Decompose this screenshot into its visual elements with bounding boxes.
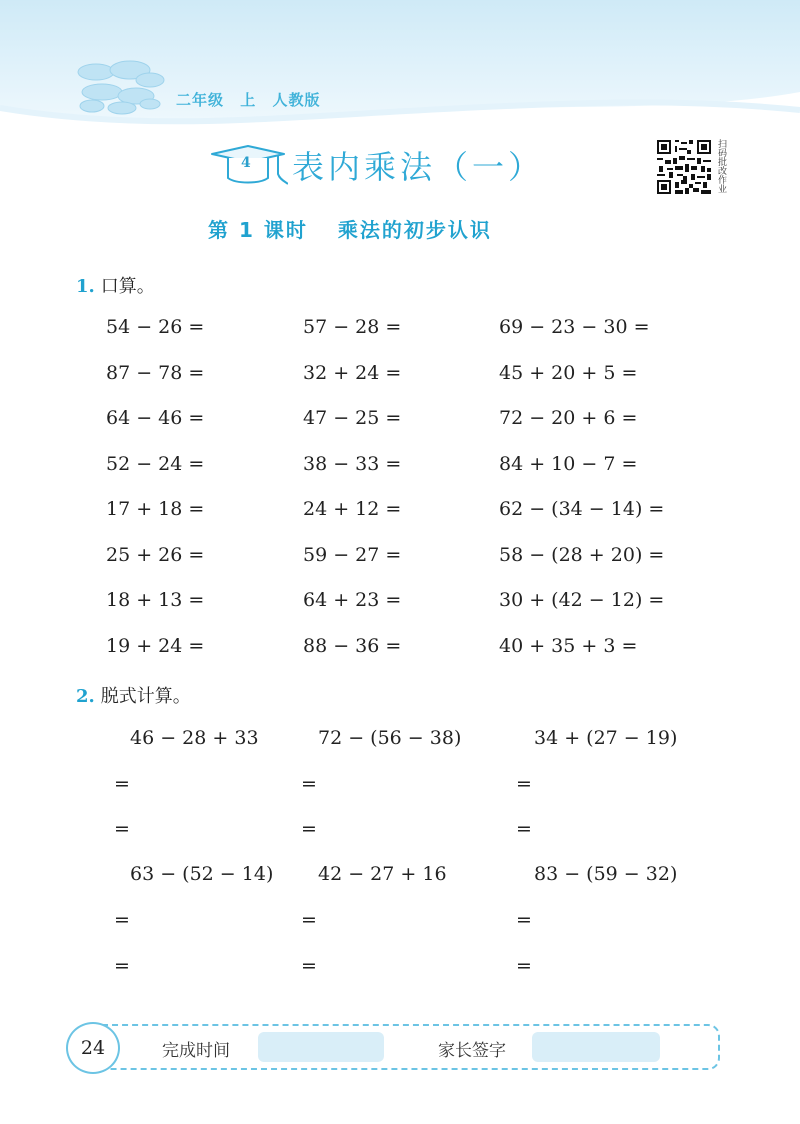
qr-caption: 扫码批改作业 [716,139,726,193]
oral-calc-item: 45 + 20 + 5 = [499,362,638,384]
equals-sign: = [301,818,317,840]
stepwise-problem: 72 − (56 − 38) [318,727,462,749]
parent-signature-field[interactable] [532,1032,660,1062]
equals-sign: = [114,909,130,931]
header-band [0,0,800,128]
edition-label: 人教版 [272,91,321,109]
oral-calc-item: 88 − 36 = [303,635,402,657]
oral-calc-item: 25 + 26 = [106,544,205,566]
stepwise-problem: 46 − 28 + 33 [130,727,259,749]
grade-label: 二年级 [176,91,225,109]
qr-code-icon[interactable] [657,140,711,194]
page-number: 24 [66,1022,120,1074]
header-info [176,89,331,110]
chapter-number: 4 [241,155,251,171]
equals-sign: = [114,955,130,977]
completion-time-field[interactable] [258,1032,384,1062]
oral-calc-item: 47 − 25 = [303,407,402,429]
oral-calc-item: 38 − 33 = [303,453,402,475]
oral-calc-item: 54 − 26 = [106,316,205,338]
lesson-heading [208,214,608,243]
stepwise-problem: 83 − (59 − 32) [534,863,678,885]
oral-calc-item: 72 − 20 + 6 = [499,407,638,429]
section-1-title [76,272,155,298]
footer-bar [66,1022,720,1074]
oral-calc-item: 19 + 24 = [106,635,205,657]
section-2-title [76,682,191,708]
oral-calc-item: 62 − (34 − 14) = [499,498,665,520]
equals-sign: = [301,955,317,977]
oral-calc-item: 57 − 28 = [303,316,402,338]
equals-sign: = [516,909,532,931]
oral-calc-item: 18 + 13 = [106,589,205,611]
oral-calc-item: 64 − 46 = [106,407,205,429]
equals-sign: = [114,818,130,840]
section-1-number: 1. [76,276,95,297]
oral-calc-item: 24 + 12 = [303,498,402,520]
stepwise-problem: 42 − 27 + 16 [318,863,447,885]
section-2-number: 2. [76,686,95,707]
equals-sign: = [516,773,532,795]
oral-calc-item: 59 − 27 = [303,544,402,566]
chapter-heading [208,140,588,190]
oral-calc-item: 64 + 23 = [303,589,402,611]
equals-sign: = [301,909,317,931]
section-2-label: 脱式计算。 [100,686,191,707]
completion-time-label: 完成时间 [162,1041,230,1061]
equals-sign: = [301,773,317,795]
equals-sign: = [516,955,532,977]
oral-calc-item: 30 + (42 − 12) = [499,589,665,611]
oral-calc-item: 69 − 23 − 30 = [499,316,650,338]
oral-calc-item: 52 − 24 = [106,453,205,475]
header-wave-decoration [0,0,800,128]
stepwise-problem: 34 + (27 − 19) [534,727,678,749]
oral-calc-item: 84 + 10 − 7 = [499,453,638,475]
equals-sign: = [114,773,130,795]
term-label: 上 [240,91,257,109]
lesson-title: 乘法的初步认识 [337,218,492,242]
lesson-period: 第 1 课时 [208,218,308,242]
oral-calc-item: 17 + 18 = [106,498,205,520]
section-1-label: 口算。 [100,276,155,297]
oral-calc-item: 87 − 78 = [106,362,205,384]
oral-calc-item: 58 − (28 + 20) = [499,544,665,566]
equals-sign: = [516,818,532,840]
chapter-title: 表内乘法（一） [292,148,545,186]
oral-calc-item: 32 + 24 = [303,362,402,384]
parent-signature-label: 家长签字 [438,1041,506,1061]
stepwise-problem: 63 − (52 − 14) [130,863,274,885]
oral-calc-item: 40 + 35 + 3 = [499,635,638,657]
